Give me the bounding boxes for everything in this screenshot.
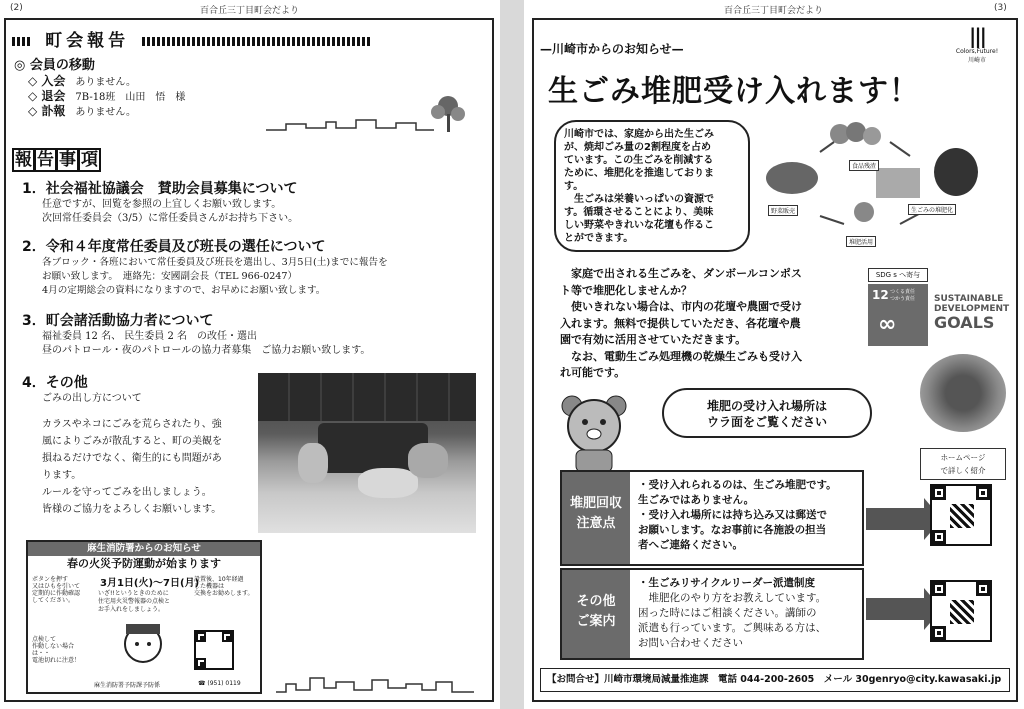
sdg12-icon: 12 つくる責任 つかう責任 ∞ xyxy=(868,284,928,346)
town-silhouette-bottom xyxy=(276,660,476,696)
garbage-photo xyxy=(258,373,476,533)
town-silhouette xyxy=(266,88,466,138)
compost-line: 家庭で出される生ごみを、ダンボールコンポス xyxy=(560,267,802,280)
compost-text xyxy=(560,266,860,382)
cycle-label-3: 生ごみの堆肥化 xyxy=(908,204,956,215)
intro-line: 川崎市では、家庭から出た生ごみ xyxy=(564,129,714,140)
recycle-cycle-diagram xyxy=(760,112,1000,252)
mascot-character-icon xyxy=(558,392,630,474)
report-item-4: 4．その他 ごみの出し方について カラスやネコにごみを荒らされたり、強 風によりごみが散乱すると、町の美観を 損ねるだけでなく、衛生的にも問題があ ります。 ルールを守ってごみを出しましょう。 皆様のご協力をよろしくお願いします。 xyxy=(22,375,222,515)
contact-footer: 【お問合せ】川崎市環境局減量推進課 電話 044-200-2605 メール 30genryo@city.kawasaki.jp xyxy=(540,668,1010,692)
newsletter-header: 百合丘三丁目町会だより xyxy=(200,6,300,16)
compost-line: れ可能です。 xyxy=(560,366,626,379)
section-title-bar xyxy=(12,26,492,48)
intro-bubble xyxy=(554,120,750,252)
box1-line: 者へご連絡ください。 xyxy=(638,539,743,551)
reference-bubble: 堆肥の受け入れ場所は ウラ面をご覧ください xyxy=(662,388,872,438)
cycle-label-2: 野菜販売 xyxy=(768,205,798,216)
sdg-badge: SDG s へ寄与 12 つくる責任 つかう責任 ∞ SUSTAINABLE DEVELOPMENT GOALS xyxy=(868,268,1008,350)
intro-line: が、焼却ごみ量の2割程度を占め xyxy=(564,142,711,153)
page-number: (2) xyxy=(10,3,23,13)
intro-line: 生ごみは栄養いっぱいの資源で xyxy=(564,194,714,205)
headline: 生ごみ堆肥受け入れます！ xyxy=(548,74,920,109)
intro-line: ています。この生ごみを削減する xyxy=(564,155,714,166)
compost-photo xyxy=(920,354,1006,432)
box1-line: 生ごみではありません。 xyxy=(638,494,755,506)
intro-line: しい野菜やきれいな花壇も作るこ xyxy=(564,220,714,231)
intro-line: ために、堆肥化を推進しておりま xyxy=(564,168,714,179)
arrow-right-icon-2 xyxy=(866,598,924,620)
compost-line: なお、電動生ごみ処理機の乾燥生ごみも受け入 xyxy=(560,349,802,363)
box2-line: 困った時にはご相談ください。講師の xyxy=(638,607,817,619)
report-heading: 報 告 事 項 xyxy=(12,148,100,172)
box1-line: ・受け入れ場所には持ち込み又は郵送で xyxy=(638,509,827,521)
info-box-2: その他 ご案内 ・生ごみリサイクルリーダー派遣制度 堆肥化のやり方をお教えしています。 困った時にはご相談ください。講師の 派遣も行っています。ご興味ある方は、 お問い合わせください xyxy=(560,568,864,660)
notice-label: —川崎市からのお知らせ— xyxy=(540,42,684,56)
compost-line: 使いきれない場合は、市内の花壇や農園で受け xyxy=(560,300,802,313)
box1-line: ・受け入れられるのは、生ごみ堆肥です。 xyxy=(638,479,837,491)
qr-code-1[interactable] xyxy=(930,484,992,546)
membership-list: ◇ 入会 ありません。 ◇ 退会 7B-18班 山田 悟 様 ◇ 訃報 ありません。 xyxy=(28,74,186,118)
right-page xyxy=(524,0,1024,709)
fire-notice-subtitle: 春の火災予防運動が始まります xyxy=(67,557,221,570)
firefighter-dog-icon xyxy=(98,620,188,670)
page-number-right: (3) xyxy=(994,3,1007,13)
compost-line: 園で有効に活用させていただきます。 xyxy=(560,333,747,346)
colors-future-icon: ||| xyxy=(969,24,985,48)
tree-icon xyxy=(431,96,465,132)
homepage-label: ホームページ で詳しく紹介 xyxy=(920,448,1006,480)
box1-line: お願いします。なお事前に各施設の担当 xyxy=(638,524,827,536)
city-logo: ||| Colors,Future! 川崎市 xyxy=(942,24,1012,64)
compost-line: ト等で堆肥化しませんか？ xyxy=(560,283,692,297)
box2-line: お問い合わせください xyxy=(638,637,743,649)
report-item-2: 2．令和４年度常任委員及び班長の選任について 各ブロック・各班において常任委員及び班長を選出し、3月5日(土)までに報告を お願い致します。 連絡先：安國副会長（TEL 966-0247） 4月の定期総会の資料になりますので、お早めにお願い致します。 xyxy=(22,239,388,296)
intro-line: とができます。 xyxy=(564,233,634,244)
box2-line: 堆肥化のやり方をお教えしています。 xyxy=(638,592,827,604)
qr-code-2[interactable] xyxy=(930,580,992,642)
info-box-1: 堆肥回収 注意点 ・受け入れられるのは、生ごみ堆肥です。 生ごみではありません。 ・受け入れ場所には持ち込み又は郵送で お願いします。なお事前に各施設の担当 者へご連絡ください。 xyxy=(560,470,864,566)
cycle-label-4: 堆肥活用 xyxy=(846,236,876,247)
intro-line: す。 xyxy=(564,181,584,192)
compost-line: 入れます。無料で提供していただき、各花壇や農 xyxy=(560,316,801,330)
fire-notice: 麻生消防署からのお知らせ 春の火災予防運動が始まります ボタンを押す 又はひもを引いて 定期的に作動確認 してください。 3月1日(火)〜7日(月) いざ!!というときのために 住宅用火災警報器の点検と お手入れをしましょう。 設置後、10年経過 した機器は 交換をお勧めします。 点検して 作動しない場合は・・ 電池切れに注意！ 麻生消防署予防課予防係 ☎ (951) 0119 xyxy=(26,540,262,694)
report-item-3: 3．町会諸活動協力者について 福祉委員 12 名、 民生委員 2 名 の改任・選出 昼のパトロール・夜のパトロールの協力者募集 ご協力お願い致します。 xyxy=(22,313,371,356)
section-title: 町会報告 xyxy=(45,31,130,48)
box2-line: 派遣も行っています。ご興味ある方は、 xyxy=(638,622,827,634)
box2-line: ・生ごみリサイクルリーダー派遣制度 xyxy=(638,577,816,589)
report-item-1: 1．社会福祉協議会 賛助会員募集について 任意ですが、回覧を参照の上宜しくお願い致します。 次回常任委員会（3/5）に常任委員さんがお持ち下さい。 xyxy=(22,181,299,224)
membership-title: ◎ 会員の移動 xyxy=(14,58,95,73)
cycle-label-1: 食品残渣 xyxy=(849,160,879,171)
newsletter-header-right: 百合丘三丁目町会だより xyxy=(724,6,824,16)
left-page xyxy=(0,0,500,709)
fire-notice-title: 麻生消防署からのお知らせ xyxy=(28,542,260,556)
arrow-right-icon xyxy=(866,508,924,530)
fire-dates: 3月1日(火)〜7日(月) xyxy=(100,578,200,589)
intro-line: す。循環させることにより、美味 xyxy=(564,207,714,218)
